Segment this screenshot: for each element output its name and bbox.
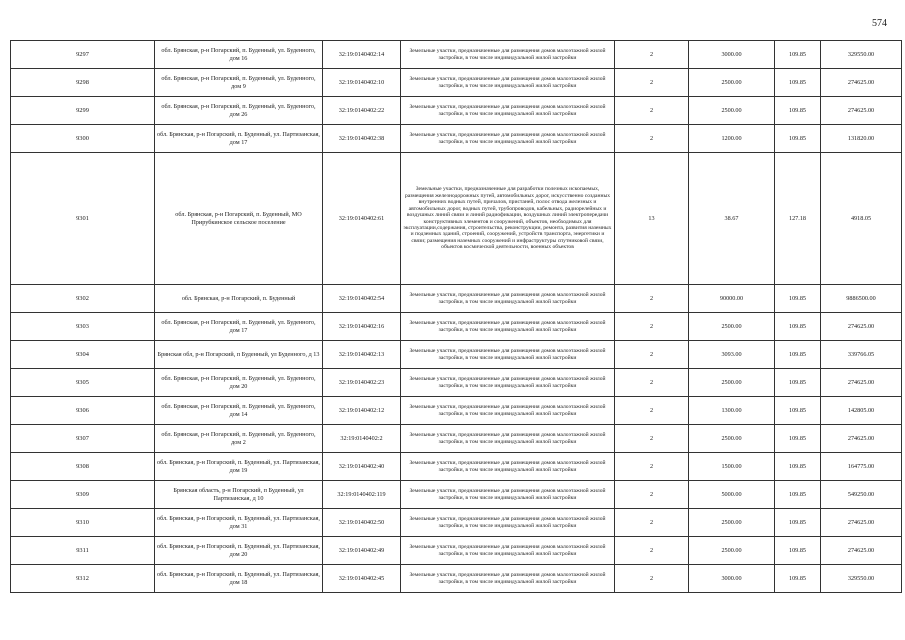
table-row — [11, 565, 902, 593]
cadastral-number-cell: 32:19:0140402:16 — [323, 313, 401, 341]
row-id: 9302 — [11, 285, 155, 313]
cadastral-value-cell: 131820.00 — [821, 125, 902, 153]
row-id: 9306 — [11, 397, 155, 425]
cadastral-number-cell: 32:19:0140402:61 — [323, 153, 401, 285]
rate-cell: 109.85 — [775, 481, 821, 509]
cadastral-number-cell: 32:19:0140402:14 — [323, 41, 401, 69]
rate-cell: 109.85 — [775, 453, 821, 481]
row-id: 9301 — [11, 153, 155, 285]
cadastral-value-cell: 329550.00 — [821, 41, 902, 69]
cadastral-value-cell: 274625.00 — [821, 69, 902, 97]
group-code-cell: 2 — [615, 313, 689, 341]
row-id: 9310 — [11, 509, 155, 537]
table-row — [11, 153, 902, 285]
area-cell: 2500.00 — [689, 97, 775, 125]
table-row — [11, 69, 902, 97]
cadastral-number-cell: 32:19:0140402:22 — [323, 97, 401, 125]
group-code-cell: 2 — [615, 565, 689, 593]
land-use-cell: Земельные участки, предназначенные для размещения домов малоэтажной жилой застройки, в том числе индивидуальной жилой застройки — [401, 125, 615, 153]
land-use-cell: Земельные участки, предназначенные для размещения домов малоэтажной жилой застройки, в том числе индивидуальной жилой застройки — [401, 97, 615, 125]
area-cell: 3000.00 — [689, 41, 775, 69]
cadastral-number-cell: 32:19:0140402:40 — [323, 453, 401, 481]
row-id: 9300 — [11, 125, 155, 153]
cadastral-number-cell: 32:19:0140402:13 — [323, 341, 401, 369]
land-use-cell: Земельные участки, предназначенные для разработки полезных ископаемых, размещения железнодорожных путей, автомобильных дорог, искусственно созданных внутренних водных путей, причалов, пристаней, полос отвода железных и автомобильных дорог, водных путей, трубопроводов, кабельных, радиорелейных и воздушных линий связи и линий радиофикации, воздушных линий электропередачи конструктивных элементов и сооружений, объектов, необходимых для эксплуатации,содержания, строительства, реконструкции, ремонта, развития наземных и подземных зданий, строений, сооружений, устройств транспорта, энергетики и связи; размещения наземных сооружений и инфраструктуры спутниковой связи, объектов космической деятельности, военных объектов — [401, 153, 615, 285]
cadastral-value-cell: 339766.05 — [821, 341, 902, 369]
cadastral-number-cell: 32:19:0140402:119 — [323, 481, 401, 509]
address-cell: обл. Брянская, р-н Погарский, п. Буденный, ул. Буденного, дом 9 — [155, 69, 323, 97]
row-id: 9298 — [11, 69, 155, 97]
group-code-cell: 2 — [615, 341, 689, 369]
group-code-cell: 2 — [615, 481, 689, 509]
area-cell: 5000.00 — [689, 481, 775, 509]
table-row — [11, 537, 902, 565]
area-cell: 2500.00 — [689, 425, 775, 453]
cadastral-number-cell: 32:19:0140402:49 — [323, 537, 401, 565]
table-row — [11, 425, 902, 453]
land-registry-table — [10, 40, 902, 593]
address-cell: обл. Брянская, р-н Погарский, п. Буденный, ул. Буденного, дом 17 — [155, 313, 323, 341]
area-cell: 1300.00 — [689, 397, 775, 425]
rate-cell: 109.85 — [775, 425, 821, 453]
row-id: 9312 — [11, 565, 155, 593]
rate-cell: 109.85 — [775, 369, 821, 397]
address-cell: обл. Брянская, р-н Погарский, п. Буденный, ул. Партизанская, дом 19 — [155, 453, 323, 481]
row-id: 9305 — [11, 369, 155, 397]
group-code-cell: 2 — [615, 125, 689, 153]
group-code-cell: 2 — [615, 97, 689, 125]
cadastral-value-cell: 164775.00 — [821, 453, 902, 481]
address-cell: обл. Брянская, р-н Погарский, п. Буденный, ул. Буденного, дом 16 — [155, 41, 323, 69]
table-row — [11, 125, 902, 153]
cadastral-value-cell: 329550.00 — [821, 565, 902, 593]
row-id: 9299 — [11, 97, 155, 125]
area-cell: 3000.00 — [689, 565, 775, 593]
area-cell: 2500.00 — [689, 69, 775, 97]
group-code-cell: 2 — [615, 285, 689, 313]
address-cell: обл. Брянская, р-н Погарский, п. Буденный, ул. Партизанская, дом 31 — [155, 509, 323, 537]
area-cell: 2500.00 — [689, 537, 775, 565]
row-id: 9309 — [11, 481, 155, 509]
group-code-cell: 2 — [615, 509, 689, 537]
rate-cell: 127.18 — [775, 153, 821, 285]
area-cell: 1200.00 — [689, 125, 775, 153]
cadastral-value-cell: 142805.00 — [821, 397, 902, 425]
cadastral-value-cell: 274625.00 — [821, 313, 902, 341]
table-row — [11, 313, 902, 341]
rate-cell: 109.85 — [775, 341, 821, 369]
land-use-cell: Земельные участки, предназначенные для размещения домов малоэтажной жилой застройки, в том числе индивидуальной жилой застройки — [401, 565, 615, 593]
rate-cell: 109.85 — [775, 509, 821, 537]
cadastral-value-cell: 274625.00 — [821, 537, 902, 565]
table-row — [11, 481, 902, 509]
row-id: 9303 — [11, 313, 155, 341]
land-use-cell: Земельные участки, предназначенные для размещения домов малоэтажной жилой застройки, в том числе индивидуальной жилой застройки — [401, 341, 615, 369]
rate-cell: 109.85 — [775, 397, 821, 425]
land-use-cell: Земельные участки, предназначенные для размещения домов малоэтажной жилой застройки, в том числе индивидуальной жилой застройки — [401, 41, 615, 69]
group-code-cell: 2 — [615, 397, 689, 425]
area-cell: 2500.00 — [689, 369, 775, 397]
table-row — [11, 341, 902, 369]
table-row — [11, 509, 902, 537]
cadastral-value-cell: 274625.00 — [821, 97, 902, 125]
group-code-cell: 2 — [615, 369, 689, 397]
address-cell: обл. Брянская, р-н Погарский, п. Буденный, ул. Буденного, дом 2 — [155, 425, 323, 453]
rate-cell: 109.85 — [775, 313, 821, 341]
group-code-cell: 2 — [615, 453, 689, 481]
area-cell: 2500.00 — [689, 509, 775, 537]
cadastral-number-cell: 32:19:0140402:54 — [323, 285, 401, 313]
area-cell: 2500.00 — [689, 313, 775, 341]
table-row — [11, 369, 902, 397]
group-code-cell: 2 — [615, 425, 689, 453]
address-cell: обл. Брянская, р-н Погарский, п. Буденный, ул. Буденного, дом 14 — [155, 397, 323, 425]
table-row — [11, 41, 902, 69]
address-cell: обл. Брянская, р-н Погарский, п. Буденный, МО Прирубкинское сельское поселение — [155, 153, 323, 285]
cadastral-value-cell: 274625.00 — [821, 509, 902, 537]
area-cell: 3093.00 — [689, 341, 775, 369]
rate-cell: 109.85 — [775, 565, 821, 593]
land-use-cell: Земельные участки, предназначенные для размещения домов малоэтажной жилой застройки, в том числе индивидуальной жилой застройки — [401, 453, 615, 481]
address-cell: Брянская обл, р-н Погарский, п Буденный, ул Буденного, д 13 — [155, 341, 323, 369]
row-id: 9307 — [11, 425, 155, 453]
land-use-cell: Земельные участки, предназначенные для размещения домов малоэтажной жилой застройки, в том числе индивидуальной жилой застройки — [401, 509, 615, 537]
land-use-cell: Земельные участки, предназначенные для размещения домов малоэтажной жилой застройки, в том числе индивидуальной жилой застройки — [401, 285, 615, 313]
table-row — [11, 285, 902, 313]
table-body — [11, 41, 902, 593]
cadastral-number-cell: 32:19:0140402:50 — [323, 509, 401, 537]
rate-cell: 109.85 — [775, 125, 821, 153]
land-use-cell: Земельные участки, предназначенные для размещения домов малоэтажной жилой застройки, в том числе индивидуальной жилой застройки — [401, 481, 615, 509]
address-cell: обл. Брянская, р-н Погарский, п. Буденный, ул. Партизанская, дом 17 — [155, 125, 323, 153]
table-row — [11, 97, 902, 125]
area-cell: 90000.00 — [689, 285, 775, 313]
page-number: 574 — [872, 18, 887, 29]
address-cell: обл. Брянская, р-н Погарский, п. Буденный, ул. Буденного, дом 26 — [155, 97, 323, 125]
row-id: 9311 — [11, 537, 155, 565]
rate-cell: 109.85 — [775, 41, 821, 69]
address-cell: обл. Брянская, р-н Погарский, п. Буденный, ул. Партизанская, дом 20 — [155, 537, 323, 565]
group-code-cell: 2 — [615, 41, 689, 69]
cadastral-number-cell: 32:19:0140402:45 — [323, 565, 401, 593]
land-use-cell: Земельные участки, предназначенные для размещения домов малоэтажной жилой застройки, в том числе индивидуальной жилой застройки — [401, 397, 615, 425]
land-use-cell: Земельные участки, предназначенные для размещения домов малоэтажной жилой застройки, в том числе индивидуальной жилой застройки — [401, 537, 615, 565]
cadastral-value-cell: 274625.00 — [821, 425, 902, 453]
land-use-cell: Земельные участки, предназначенные для размещения домов малоэтажной жилой застройки, в том числе индивидуальной жилой застройки — [401, 69, 615, 97]
area-cell: 1500.00 — [689, 453, 775, 481]
table-row — [11, 453, 902, 481]
address-cell: обл. Брянская, р-н Погарский, п. Буденный — [155, 285, 323, 313]
cadastral-number-cell: 32:19:0140402:23 — [323, 369, 401, 397]
land-use-cell: Земельные участки, предназначенные для размещения домов малоэтажной жилой застройки, в том числе индивидуальной жилой застройки — [401, 369, 615, 397]
rate-cell: 109.85 — [775, 97, 821, 125]
address-cell: Брянская область, р-н Погарский, п Буденный, ул Партизанская, д 10 — [155, 481, 323, 509]
row-id: 9304 — [11, 341, 155, 369]
table-row — [11, 397, 902, 425]
row-id: 9297 — [11, 41, 155, 69]
address-cell: обл. Брянская, р-н Погарский, п. Буденный, ул. Буденного, дом 20 — [155, 369, 323, 397]
cadastral-value-cell: 4918.05 — [821, 153, 902, 285]
cadastral-number-cell: 32:19:0140402:2 — [323, 425, 401, 453]
group-code-cell: 2 — [615, 69, 689, 97]
group-code-cell: 13 — [615, 153, 689, 285]
address-cell: обл. Брянская, р-н Погарский, п. Буденный, ул. Партизанская, дом 18 — [155, 565, 323, 593]
land-use-cell: Земельные участки, предназначенные для размещения домов малоэтажной жилой застройки, в том числе индивидуальной жилой застройки — [401, 313, 615, 341]
rate-cell: 109.85 — [775, 69, 821, 97]
land-use-cell: Земельные участки, предназначенные для размещения домов малоэтажной жилой застройки, в том числе индивидуальной жилой застройки — [401, 425, 615, 453]
cadastral-value-cell: 549250.00 — [821, 481, 902, 509]
rate-cell: 109.85 — [775, 537, 821, 565]
area-cell: 38.67 — [689, 153, 775, 285]
cadastral-value-cell: 274625.00 — [821, 369, 902, 397]
rate-cell: 109.85 — [775, 285, 821, 313]
cadastral-value-cell: 9886500.00 — [821, 285, 902, 313]
row-id: 9308 — [11, 453, 155, 481]
cadastral-number-cell: 32:19:0140402:38 — [323, 125, 401, 153]
cadastral-number-cell: 32:19:0140402:10 — [323, 69, 401, 97]
group-code-cell: 2 — [615, 537, 689, 565]
cadastral-number-cell: 32:19:0140402:12 — [323, 397, 401, 425]
